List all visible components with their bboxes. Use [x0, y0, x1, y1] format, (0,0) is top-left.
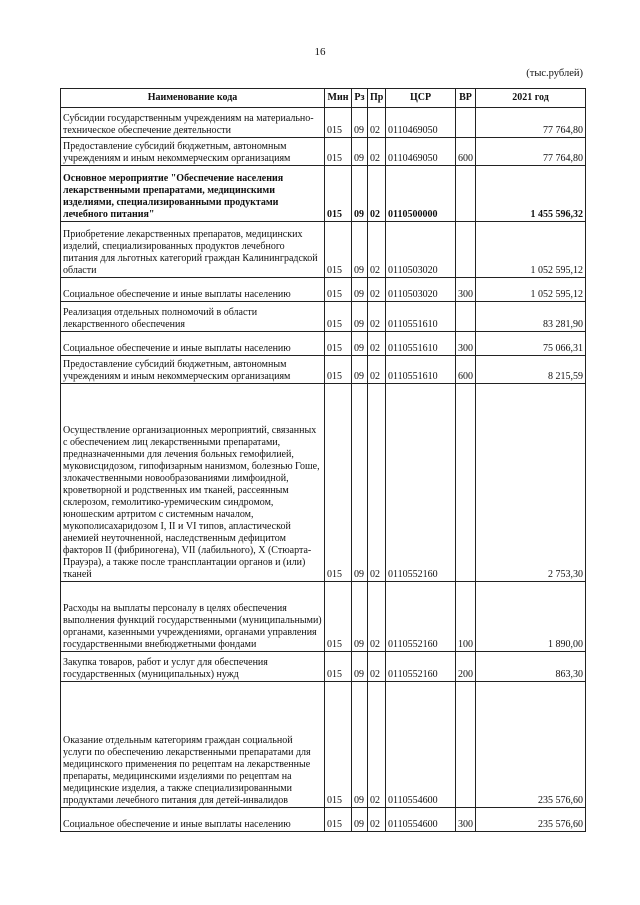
row-name-cell: Реализация отдельных полномочий в области лекарственного обеспечения [61, 302, 325, 332]
row-amount-cell: 235 576,60 [476, 682, 586, 808]
row-amount-cell: 77 764,80 [476, 108, 586, 138]
row-csr-cell: 0110500000 [386, 166, 456, 222]
row-min-cell: 015 [325, 222, 352, 278]
row-vr-cell: 300 [456, 808, 476, 832]
table-row [61, 682, 586, 808]
row-pr-cell: 02 [368, 222, 386, 278]
row-vr-cell: 200 [456, 652, 476, 682]
table-row [61, 138, 586, 166]
row-min-cell: 015 [325, 108, 352, 138]
row-vr-cell [456, 222, 476, 278]
header-name: Наименование кода [61, 89, 325, 108]
row-min-cell: 015 [325, 582, 352, 652]
header-vr: ВР [456, 89, 476, 108]
header-amount: 2021 год [476, 89, 586, 108]
row-min-cell: 015 [325, 278, 352, 302]
table-row [61, 652, 586, 682]
table-row [61, 302, 586, 332]
row-csr-cell: 0110503020 [386, 222, 456, 278]
row-vr-cell [456, 384, 476, 582]
row-rz-cell: 09 [352, 278, 368, 302]
row-pr-cell: 02 [368, 356, 386, 384]
row-rz-cell: 09 [352, 384, 368, 582]
row-amount-cell: 1 052 595,12 [476, 278, 586, 302]
row-pr-cell: 02 [368, 652, 386, 682]
row-rz-cell: 09 [352, 582, 368, 652]
table-row [61, 108, 586, 138]
row-rz-cell: 09 [352, 166, 368, 222]
row-min-cell: 015 [325, 808, 352, 832]
row-min-cell: 015 [325, 384, 352, 582]
row-csr-cell: 0110551610 [386, 302, 456, 332]
row-pr-cell: 02 [368, 278, 386, 302]
row-csr-cell: 0110503020 [386, 278, 456, 302]
header-rz: Рз [352, 89, 368, 108]
row-rz-cell: 09 [352, 108, 368, 138]
row-name-cell: Закупка товаров, работ и услуг для обеспечения государственных (муниципальных) нужд [61, 652, 325, 682]
row-rz-cell: 09 [352, 682, 368, 808]
table-row [61, 356, 586, 384]
row-name-cell: Оказание отдельным категориям граждан социальной услуги по обеспечению лекарственными препаратами для медицинского применения по рецептам на лекарственные препараты, медицинскими изделиями по рецептам на медицинские изделия, а также специализированными продуктами лечебного питания для детей-инвалидов [61, 682, 325, 808]
row-csr-cell: 0110554600 [386, 682, 456, 808]
header-min: Мин [325, 89, 352, 108]
table-header-row [61, 89, 586, 108]
budget-table [60, 88, 586, 832]
row-rz-cell: 09 [352, 302, 368, 332]
row-amount-cell: 8 215,59 [476, 356, 586, 384]
row-pr-cell: 02 [368, 808, 386, 832]
row-csr-cell: 0110552160 [386, 582, 456, 652]
row-vr-cell: 600 [456, 138, 476, 166]
row-vr-cell [456, 682, 476, 808]
header-csr: ЦСР [386, 89, 456, 108]
row-name-cell: Расходы на выплаты персоналу в целях обеспечения выполнения функций государственными (муниципальными) органами, казенными учреждениями, органами управления государственными внебюджетными фондами [61, 582, 325, 652]
table-row [61, 222, 586, 278]
row-amount-cell: 863,30 [476, 652, 586, 682]
row-name-cell: Осуществление организационных мероприятий, связанных с обеспечением лиц лекарственными препаратами, предназначенными для лечения больных гемофилией, муковисцидозом, гипофизарным нанизмом, болезнью Гоше, злокачественными новообразованиями лимфоидной, кроветворной и родственных им тканей, рассеянным склерозом, гемолитико-уремическим синдромом, юношеским артритом с системным началом, мукополисахаридозом I, II и VI типов, апластической анемией неуточненной, наследственным дефицитом факторов II (фибриногена), VII (лабильного), X (Стюарта-Прауэра), а также после трансплантации органов и (или) тканей [61, 384, 325, 582]
row-min-cell: 015 [325, 332, 352, 356]
row-rz-cell: 09 [352, 808, 368, 832]
row-rz-cell: 09 [352, 222, 368, 278]
row-pr-cell: 02 [368, 384, 386, 582]
row-amount-cell: 235 576,60 [476, 808, 586, 832]
row-amount-cell: 1 052 595,12 [476, 222, 586, 278]
row-amount-cell: 75 066,31 [476, 332, 586, 356]
row-csr-cell: 0110554600 [386, 808, 456, 832]
page-number: 16 [314, 46, 326, 58]
row-csr-cell: 0110469050 [386, 108, 456, 138]
row-amount-cell: 83 281,90 [476, 302, 586, 332]
row-pr-cell: 02 [368, 302, 386, 332]
row-vr-cell: 300 [456, 278, 476, 302]
row-name-cell: Предоставление субсидий бюджетным, автономным учреждениям и иным некоммерческим организациям [61, 138, 325, 166]
row-min-cell: 015 [325, 652, 352, 682]
row-vr-cell [456, 302, 476, 332]
row-csr-cell: 0110551610 [386, 356, 456, 384]
row-amount-cell: 1 890,00 [476, 582, 586, 652]
row-min-cell: 015 [325, 682, 352, 808]
row-rz-cell: 09 [352, 332, 368, 356]
row-min-cell: 015 [325, 138, 352, 166]
row-min-cell: 015 [325, 166, 352, 222]
row-name-cell: Приобретение лекарственных препаратов, медицинских изделий, специализированных продуктов лечебного питания для льготных категорий граждан Калининградской области [61, 222, 325, 278]
header-pr: Пр [368, 89, 386, 108]
table-row [61, 278, 586, 302]
row-vr-cell [456, 166, 476, 222]
row-csr-cell: 0110552160 [386, 384, 456, 582]
row-pr-cell: 02 [368, 582, 386, 652]
row-name-cell: Социальное обеспечение и иные выплаты населению [61, 808, 325, 832]
row-name-cell: Социальное обеспечение и иные выплаты населению [61, 332, 325, 356]
row-min-cell: 015 [325, 356, 352, 384]
row-name-cell: Основное мероприятие "Обеспечение населения лекарственными препаратами, медицинскими изделиями, специализированными продуктами лечебного питания" [61, 166, 325, 222]
table-row [61, 582, 586, 652]
row-amount-cell: 77 764,80 [476, 138, 586, 166]
row-vr-cell: 300 [456, 332, 476, 356]
row-amount-cell: 2 753,30 [476, 384, 586, 582]
row-csr-cell: 0110469050 [386, 138, 456, 166]
row-pr-cell: 02 [368, 108, 386, 138]
row-csr-cell: 0110552160 [386, 652, 456, 682]
row-vr-cell [456, 108, 476, 138]
row-name-cell: Социальное обеспечение и иные выплаты населению [61, 278, 325, 302]
table-row [61, 332, 586, 356]
row-amount-cell: 1 455 596,32 [476, 166, 586, 222]
units-label: (тыс.рублей) [526, 68, 583, 79]
row-name-cell: Предоставление субсидий бюджетным, автономным учреждениям и иным некоммерческим организациям [61, 356, 325, 384]
row-pr-cell: 02 [368, 138, 386, 166]
row-pr-cell: 02 [368, 332, 386, 356]
row-min-cell: 015 [325, 302, 352, 332]
row-pr-cell: 02 [368, 682, 386, 808]
row-csr-cell: 0110551610 [386, 332, 456, 356]
row-name-cell: Субсидии государственным учреждениям на материально-техническое обеспечение деятельности [61, 108, 325, 138]
row-vr-cell: 600 [456, 356, 476, 384]
table-row [61, 808, 586, 832]
table-row [61, 384, 586, 582]
row-pr-cell: 02 [368, 166, 386, 222]
table-row [61, 166, 586, 222]
row-rz-cell: 09 [352, 138, 368, 166]
row-rz-cell: 09 [352, 652, 368, 682]
row-rz-cell: 09 [352, 356, 368, 384]
row-vr-cell: 100 [456, 582, 476, 652]
